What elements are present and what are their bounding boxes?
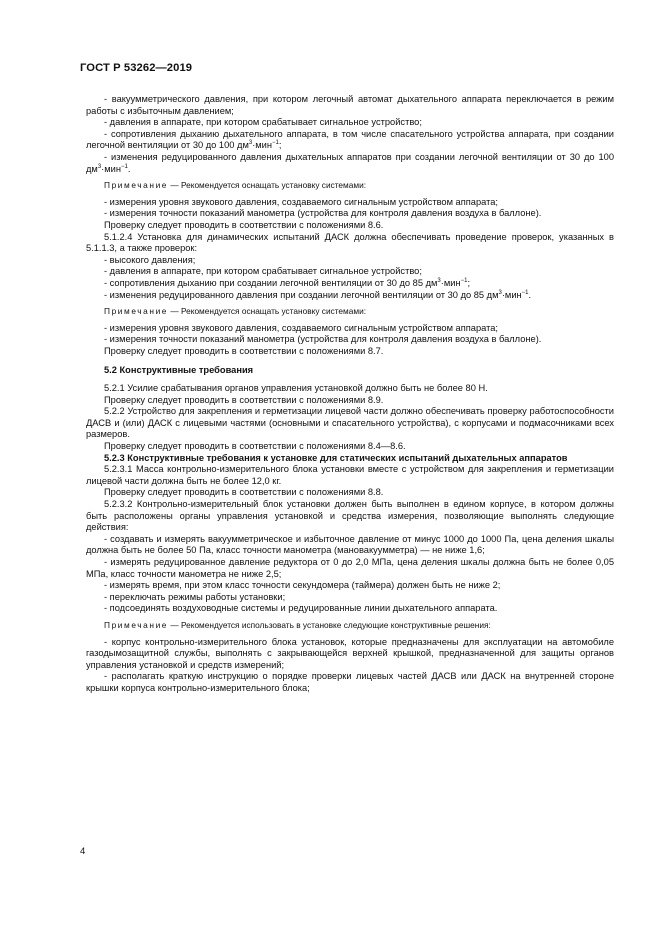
text-segment: Проверку следует проводить в соответствии с положениями 8.8. [104,487,384,498]
text-segment: 5.2.1 Усилие срабатывания органов управления установкой должно быть не более 80 Н. [104,383,488,394]
section-heading [86,365,614,377]
text-paragraph [86,117,614,129]
text-paragraph [86,152,614,175]
text-segment: 5.2.3 Конструктивные требования к установке для статических испытаний дыхательных аппаратов [104,452,568,463]
note-text: — Рекомендуется оснащать установку системами: [168,180,367,191]
note-label: Примечание [104,180,169,191]
text-paragraph [86,255,614,267]
text-paragraph [86,278,614,290]
text-paragraph [86,232,614,255]
text-segment: ·мин [101,163,121,174]
note-label: Примечание [104,306,169,317]
superscript: −1 [460,277,468,284]
text-paragraph [86,534,614,557]
superscript: 3 [437,277,441,284]
text-paragraph [86,323,614,335]
text-segment: - высокого давления; [104,254,196,265]
text-segment: 5.2 Конструктивные требования [104,365,254,376]
note-text: — Рекомендуется оснащать установку системами: [168,306,367,317]
text-segment: 5.2.2 Устройство для закрепления и герметизации лицевой части должно обеспечивать проверку работоспособности ДАСВ и (или) ДАСК с лицевыми частями (основными и спасательного устройства), с корпусами и подмасочниками всех размеров. [86,406,614,440]
text-paragraph [86,464,614,487]
document-body [86,94,614,695]
text-segment: - вакуумметрического давления, при котором легочный автомат дыхательного аппарата переключается в режим работы с избыточным давлением; [86,94,614,116]
text-segment: - переключать режимы работы установки; [104,591,286,602]
text-paragraph [86,383,614,395]
text-segment: - сопротивления дыханию дыхательного аппарата, в том числе спасательного устройства аппарата, при создании легочной вентиляции от 30 до 100 дм [86,128,614,151]
text-paragraph [86,557,614,580]
text-segment: Проверку следует проводить в соответствии с положениями 8.6. [104,219,384,230]
document-header: ГОСТ Р 53262—2019 [80,62,193,74]
text-segment: ; [278,140,282,151]
text-segment: - давления в аппарате, при котором срабатывает сигнальное устройство; [104,117,422,128]
text-paragraph [86,346,614,358]
text-segment: - изменения редуцированного давления при создании легочной вентиляции от 30 до 85 дм [104,289,499,300]
text-segment: - давления в аппарате, при котором срабатывает сигнальное устройство; [104,266,422,277]
text-segment: - измерения уровня звукового давления, создаваемого сигнальным устройством аппарата; [104,322,499,333]
superscript: 3 [248,140,253,147]
text-segment: Проверку следует проводить в соответствии с положениями 8.9. [104,394,384,405]
text-segment: 5.1.2.4 Установка для динамических испытаний ДАСК должна обеспечивать проведение проверок, указанных в 5.1.1.3, а также проверок: [86,231,614,254]
text-paragraph [86,637,614,672]
note-label: Примечание [104,619,169,630]
text-segment: ·мин [252,140,273,151]
text-segment: - сопротивления дыханию при создании легочной вентиляции от 30 до 85 дм [104,277,438,288]
text-segment: - располагать краткую инструкцию о порядке проверки лицевых частей ДАСВ или ДАСК на внутренней стороне крышки корпуса контрольно-измерительного блока; [86,671,614,693]
text-segment: Проверку следует проводить в соответствии с положениями 8.4—8.6. [104,441,406,452]
text-segment: - измерения точности показаний манометра (устройства для контроля давления воздуха в баллоне). [104,208,542,219]
text-paragraph [86,592,614,604]
text-segment: . [528,289,532,300]
text-paragraph [86,671,614,694]
text-segment: - измерять редуцированное давление редуктора от 0 до 2,0 МПа, цена деления шкалы должна быть не более 0,05 МПа, класс точности манометра не ниже 2,5; [86,556,614,579]
text-segment: ; [467,277,471,288]
note-paragraph [86,180,614,192]
text-segment: - изменения редуцированного давления дыхательных аппаратов при создании легочной вентиляции от 30 до 100 дм [86,151,614,174]
text-paragraph [86,395,614,407]
text-segment: 5.2.3.2 Контрольно-измерительный блок установки должен быть выполнен в едином корпусе, в котором должны быть расположены органы управления установкой и средства измерения, позволяющие выполнять следующие действия: [86,499,614,533]
text-paragraph [86,487,614,499]
note-paragraph [86,620,614,632]
text-segment: - измерения уровня звукового давления, создаваемого сигнальным устройством аппарата; [104,196,499,207]
text-segment: ·мин [440,277,461,288]
text-paragraph [86,441,614,453]
text-segment: ·мин [501,289,522,300]
text-paragraph [86,334,614,346]
note-text: — Рекомендуется использовать в установке следующие конструктивные решения: [168,619,491,630]
text-paragraph [86,499,614,534]
text-paragraph [86,220,614,232]
text-paragraph [86,406,614,441]
text-paragraph [86,197,614,209]
text-segment: - измерять время, при этом класс точности секундомера (таймера) должен быть не ниже 2; [104,580,501,591]
page-number: 4 [80,846,86,857]
text-paragraph [86,129,614,152]
text-segment: - измерения точности показаний манометра (устройства для контроля давления воздуха в баллоне). [104,334,542,345]
superscript: −1 [521,289,529,296]
text-paragraph [86,580,614,592]
superscript: −1 [272,140,279,147]
superscript: 3 [97,163,102,170]
text-paragraph [86,290,614,302]
text-paragraph [86,266,614,278]
text-segment: . [127,163,131,174]
text-segment: 5.2.3.1 Масса контрольно-измерительного блока установки вместе с устройством для закрепления и герметизации лицевой части должна быть не более 12,0 кг. [86,464,614,486]
subsection-heading [86,453,614,465]
text-segment: - корпус контрольно-измерительного блока установок, которые предназначены для эксплуатации на автомобиле газодымозащитной службы, выполнять с закрывающейся верхней крышкой, предназначенной для защиты органов управления установкой и средств измерений; [86,636,614,670]
note-paragraph [86,306,614,318]
superscript: −1 [121,163,128,170]
superscript: 3 [498,289,502,296]
text-segment: - создавать и измерять вакуумметрическое и избыточное давление от минус 1000 до 1000 Па, цена деления шкалы должна быть не более 50 Па, класс точности манометра (мановакуумметра) — не ниже 1,6; [86,533,614,556]
text-paragraph [86,208,614,220]
text-segment: Проверку следует проводить в соответствии с положениями 8.7. [104,345,384,356]
text-paragraph [86,94,614,117]
text-paragraph [86,603,614,615]
text-segment: - подсоединять воздуховодные системы и редуцированные линии дыхательного аппарата. [104,603,498,614]
